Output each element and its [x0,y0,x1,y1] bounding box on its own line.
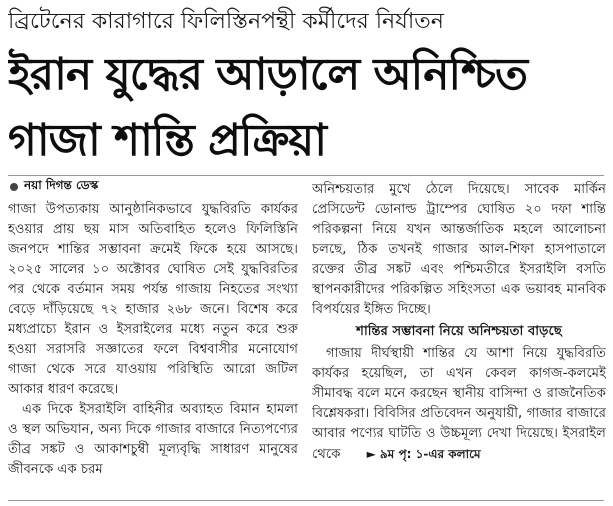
continued-marker[interactable] [353,444,481,464]
subheading: শান্তির সম্ভাবনা নিয়ে অনিশ্চয়তা বাড়ছে [356,324,562,339]
byline-text: নয়া দিগন্ত ডেস্ক [24,178,99,192]
right-paragraph-1: অনিশ্চয়তার মুখে ঠেলে দিয়েছে। সাবেক মার্কিন প্রেসিডেন্ট ডোনাল্ড ট্রাম্পের ঘোষিত ২০ দফা শান্তি পরিকল্পনা নিয়ে যখন আন্তর্জাতিক মহলে আলোচনা চলছে, ঠিক তখনই গাজার আল-শিফা হাসপাতালে রক্তের তীব্র সঙ্কট এবং পশ্চিমতীরে ইসরাইলি বসতি স্থাপনকারীদের পরিকল্পিত সহিংসতা এক ভয়াবহ মানবিক বিপর্যয়ের ইঙ্গিত দিচ্ছে। [312,182,606,317]
headline-line-2: গাজা শান্তি প্রক্রিয়া [8,115,326,166]
headline-line-1: ইরান যুদ্ধের আড়ালে অনিশ্চিত [8,49,527,100]
byline [8,178,98,196]
right-paragraph-2 [312,344,606,465]
left-paragraph-2: এক দিকে ইসরাইলি বাহিনীর অব্যাহত বিমান হামলা ও স্থল অভিযান, অন্য দিকে গাজার বাজারে নিত্যপণ্যের তীব্র সঙ্কট ও আকাশচুম্বী মূল্যবৃদ্ধি সাধারণ মানুষের জীবনকে এক চরম [8,402,298,477]
top-divider [8,175,604,176]
article-kicker: ব্রিটেনের কারাগারে ফিলিস্তিনপন্থী কর্মীদের নির্যাতন [8,9,444,34]
bullet-icon [10,183,18,191]
arrow-right-icon: ► [366,447,376,461]
right-paragraph-2-text: গাজায় দীর্ঘস্থায়ী শান্তির যে আশা নিয়ে যুদ্ধবিরতি কার্যকর হয়েছিল, তা এখন কেবল কাগজ-কলমেই সীমাবদ্ধ বলে মনে করছেন স্থানীয় বাসিন্দা ও রাজনৈতিক বিশ্লেষকরা। বিবিসির প্রতিবেদন অনুযায়ী, গাজার বাজারে আবার পণ্যের ঘাটতি ও উচ্চমূল্য দেখা দিয়েছে। ইসরাইল থেকে [312,346,606,462]
left-paragraph-1: গাজা উপত্যকায় আনুষ্ঠানিকভাবে যুদ্ধবিরতি কার্যকর হওয়ার প্রায় ছয় মাস অতিবাহিত হলেও ফিলিস্তিনি জনপদে শান্তির সম্ভাবনা ক্রমেই ফিকে হয়ে আসছে। ২০২৫ সালের ১০ অক্টোবর ঘোষিত সেই যুদ্ধবিরতির পর থেকে বর্তমান সময় পর্যন্ত গাজায় নিহতের সংখ্যা বেড়ে দাঁড়িয়েছে ৭২ হাজার ২৬৮ জনে। বিশেষ করে মধ্যপ্রাচ্যে ইরান ও ইসরাইলের মধ্যে নতুন করে শুরু হওয়া সরাসরি সজ্ঞাতের ফলে বিশ্ববাসীর মনোযোগ গাজা থেকে সরে যাওয়ায় পরিস্থিতি আরো জটিল আকার ধারণ করেছে। [8,202,298,397]
bottom-divider [8,500,604,501]
left-column [8,200,298,496]
right-column [312,180,606,496]
continued-text: ৯ম পৃ: ১-এর কলামে [379,447,481,461]
